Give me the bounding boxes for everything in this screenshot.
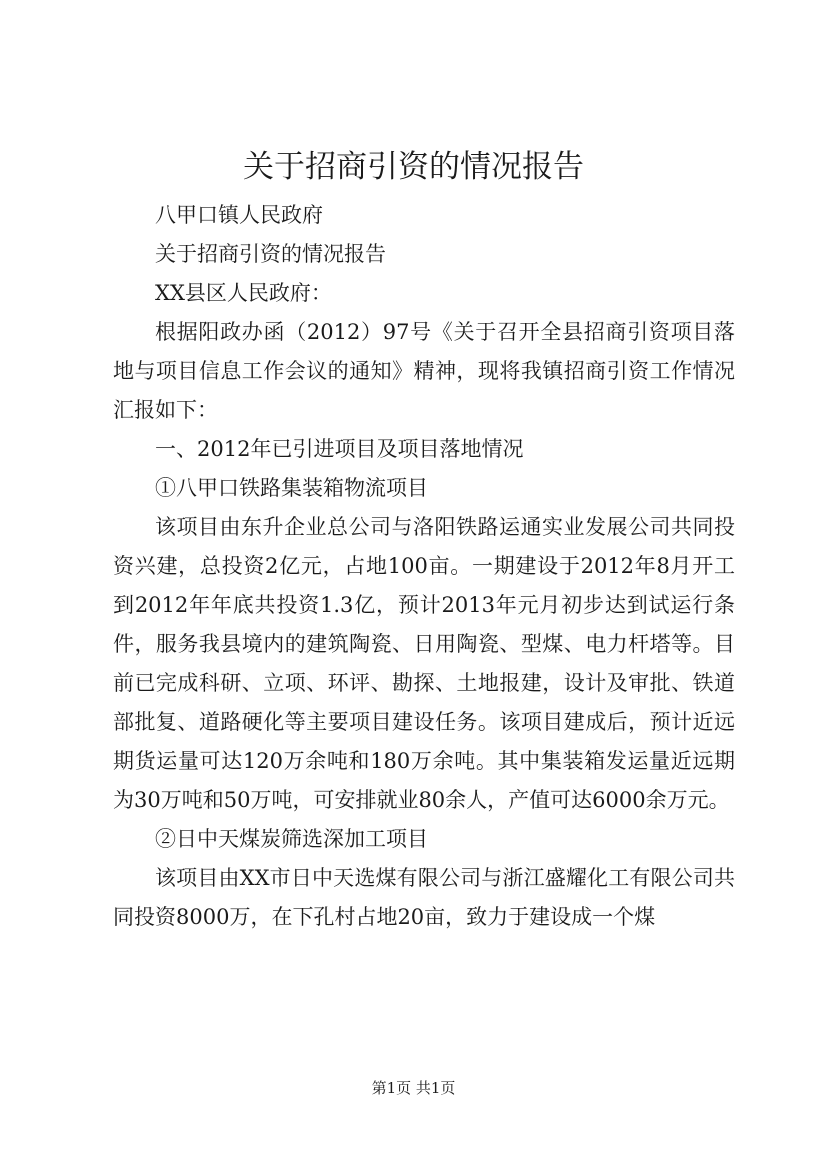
project-heading-1: ①八甲口铁路集装箱物流项目 bbox=[155, 476, 428, 500]
document-body bbox=[113, 196, 735, 937]
document-title: 关于招商引资的情况报告 bbox=[243, 149, 584, 185]
project-heading-2: ②日中天煤炭筛选深加工项目 bbox=[155, 827, 428, 851]
section-heading: 一、2012年已引进项目及项目落地情况 bbox=[155, 437, 524, 461]
paragraph-intro: 根据阳政办函（2012）97号《关于召开全县招商引资项目落地与项目信息工作会议的通知》精神，现将我镇招商引资工作情况汇报如下： bbox=[113, 320, 735, 422]
page-footer: 第1页 共1页 bbox=[371, 1079, 456, 1097]
paragraph-recipient: XX县区人民政府： bbox=[155, 281, 332, 305]
project-description-1: 该项目由东升企业总公司与洛阳铁路运通实业发展公司共同投资兴建，总投资2亿元，占地100亩。一期建设于2012年8月开工到2012年年底共投资1.3亿，预计2013年元月初步达到试运行条件，服务我县境内的建筑陶瓷、日用陶瓷、型煤、电力杆塔等。目前已完成科研、立项、环评、勘探、土地报建，设计及审批、铁道部批复、道路硬化等主要项目建设任务。该项目建成后，预计近远期货运量可达120万余吨和180万余吨。其中集装箱发运量近远期为30万吨和50万吨，可安排就业80余人，产值可达6000余万元。 bbox=[113, 515, 735, 812]
project-description-2: 该项目由XX市日中天选煤有限公司与浙江盛耀化工有限公司共同投资8000万，在下孔村占地20亩，致力于建设成一个煤 bbox=[113, 866, 735, 929]
paragraph-subject: 关于招商引资的情况报告 bbox=[155, 242, 386, 266]
paragraph-issuer: 八甲口镇人民政府 bbox=[155, 203, 323, 227]
